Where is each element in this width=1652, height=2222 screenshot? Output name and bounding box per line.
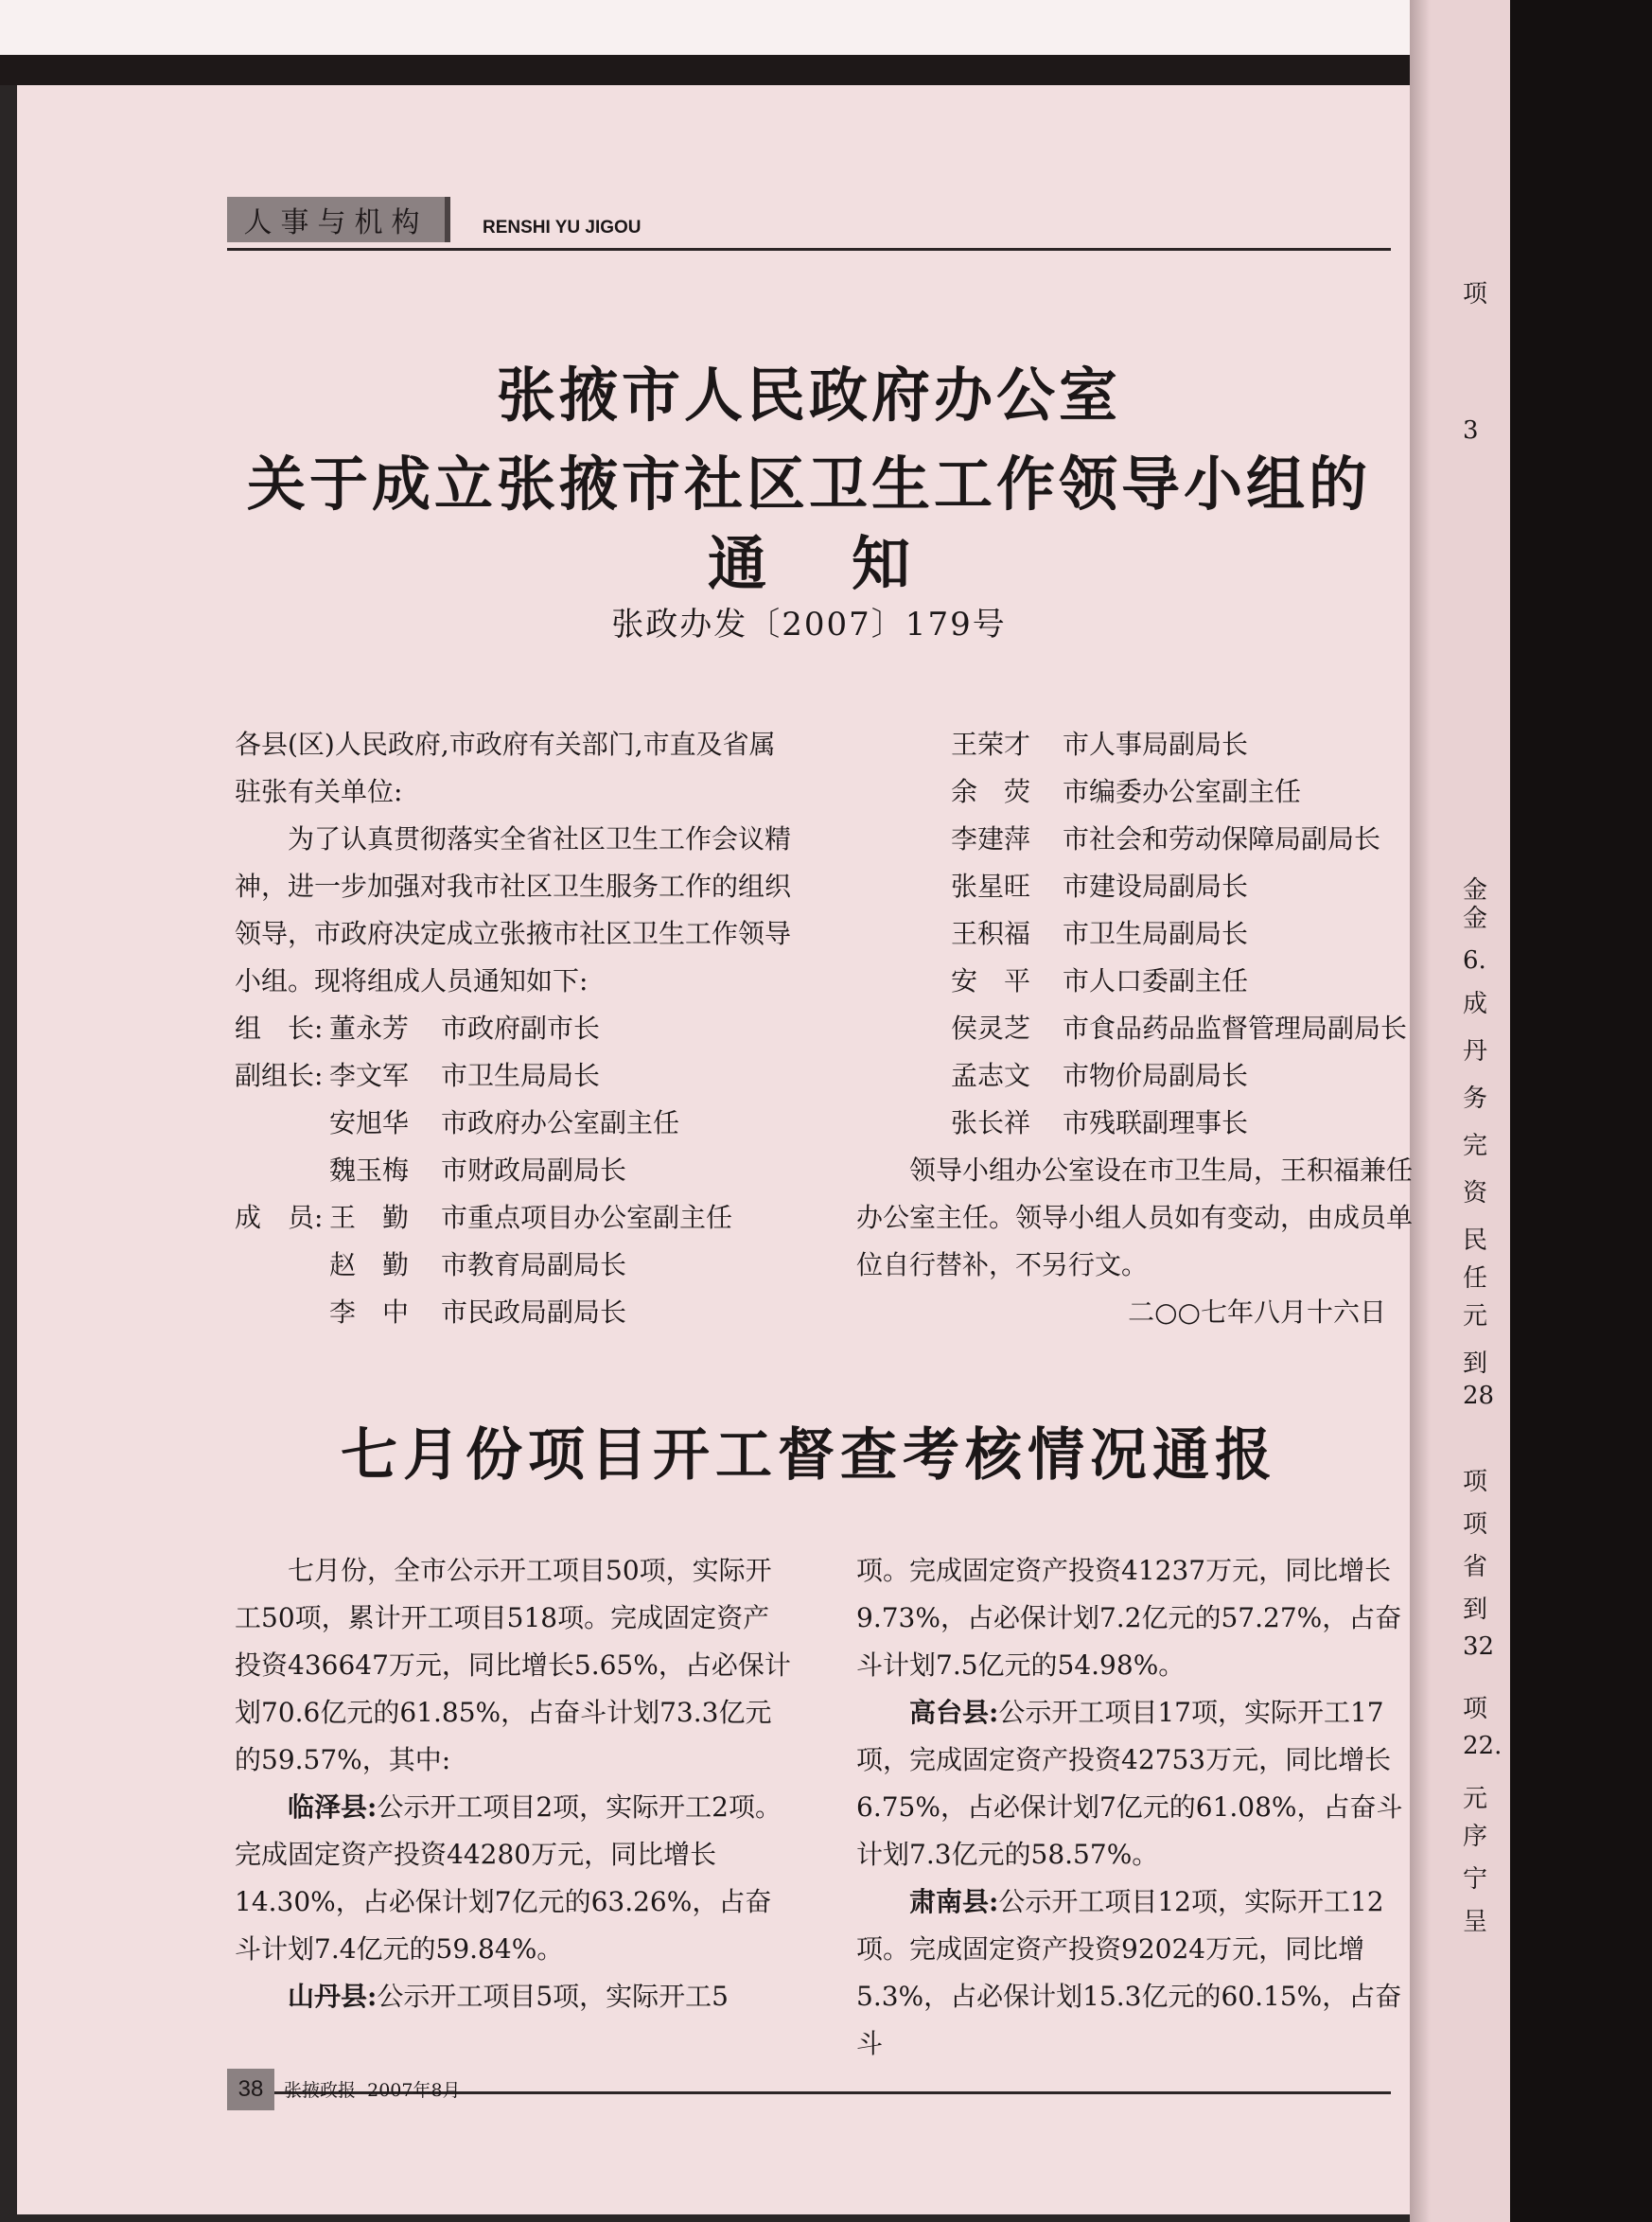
report-shandan-cont: 项。完成固定资产投资41237万元，同比增长9.73%，占必保计划7.2亿元的57.27%，占奋斗计划7.5亿元的54.98%。: [856, 1555, 1402, 1681]
member-position: 市物价局副局长: [1063, 1060, 1249, 1091]
member-name: 王荣才: [951, 729, 1031, 760]
member-row: [235, 1242, 793, 1289]
member-position: 市卫生局副局长: [1063, 918, 1249, 949]
county-label: 肃南县:: [909, 1886, 999, 1917]
margin-char: 完: [1463, 1132, 1488, 1160]
margin-char: 成: [1463, 990, 1488, 1018]
member-row: [856, 1005, 1415, 1052]
report-gaotai: [856, 1689, 1415, 1878]
member-name: 李建萍: [951, 823, 1031, 855]
margin-char: 项: [1463, 1510, 1488, 1539]
margin-char: 项: [1463, 1695, 1488, 1723]
adjacent-page-strip: [1410, 0, 1510, 2222]
margin-char: 宁: [1463, 1865, 1488, 1894]
county-text: 公示开工项目12项，实际开工12项。完成固定资产投资92024万元，同比增5.3%，占必保计划15.3亿元的60.15%，占奋斗: [856, 1886, 1402, 2059]
member-row: [856, 816, 1415, 863]
margin-char: 3: [1463, 416, 1479, 445]
member-position: 市政府办公室副主任: [441, 1107, 680, 1138]
margin-char: 省: [1463, 1553, 1488, 1581]
member-name: 李 中: [329, 1296, 410, 1328]
margin-char: 民: [1463, 1226, 1488, 1255]
margin-char: 金: [1463, 876, 1488, 905]
member-row: [856, 1052, 1415, 1100]
member-position: 市卫生局局长: [441, 1060, 601, 1091]
member-role: 副组长:: [235, 1060, 324, 1091]
member-row: [856, 910, 1415, 958]
header-rule: [227, 248, 1391, 251]
report-intro: 七月份，全市公示开工项目50项，实际开工50项，累计开工项目518项。完成固定资产投资436647万元，同比增长5.65%，占必保计划70.6亿元的61.85%，占奋斗计划73.3亿元的59.57%，其中:: [235, 1555, 791, 1775]
member-row: [235, 1005, 793, 1052]
report-shandan: [235, 1973, 793, 2020]
notice-closing: 领导小组办公室设在市卫生局，王积福兼任办公室主任。领导小组人员如有变动，由成员单位自行替补，不另行文。: [856, 1155, 1414, 1280]
member-name: 魏玉梅: [329, 1155, 410, 1186]
member-name: 张星旺: [951, 871, 1031, 902]
county-text: 公示开工项目5项，实际开工5: [377, 1981, 729, 2012]
margin-char: 28: [1463, 1382, 1495, 1410]
notice-intro: 为了认真贯彻落实全省社区卫生工作会议精神，进一步加强对我市社区卫生服务工作的组织领导，市政府决定成立张掖市社区卫生工作领导小组。现将组成人员通知如下:: [235, 823, 792, 996]
county-text: 公示开工项目2项，实际开工2项。完成固定资产投资44280万元，同比增长14.30%，占必保计划7亿元的63.26%，占奋斗计划7.4亿元的59.84%。: [235, 1791, 782, 1965]
member-row: [856, 958, 1415, 1005]
member-position: 市社会和劳动保障局副局长: [1063, 823, 1381, 855]
member-name: 侯灵芝: [951, 1013, 1031, 1044]
margin-char: 任: [1463, 1264, 1488, 1293]
county-label: 山丹县:: [288, 1981, 378, 2012]
member-row: [856, 721, 1415, 768]
member-role: 成 员:: [235, 1202, 324, 1233]
county-text: 公示开工项目17项，实际开工17项，完成固定资产投资42753万元，同比增长6.75%，占必保计划7亿元的61.08%，占奋斗计划7.3亿元的58.57%。: [856, 1697, 1403, 1870]
margin-char: 项: [1463, 1468, 1488, 1496]
margin-char: 项: [1463, 280, 1488, 309]
margin-char: 资: [1463, 1179, 1488, 1208]
member-position: 市人事局副局长: [1063, 729, 1249, 760]
member-row: [235, 1194, 793, 1242]
margin-char: 32: [1463, 1632, 1495, 1661]
member-position: 市编委办公室副主任: [1063, 776, 1302, 807]
notice-title-line3: 通知: [707, 529, 995, 598]
member-position: 市人口委副主任: [1063, 965, 1249, 996]
member-name: 王积福: [951, 918, 1031, 949]
member-name: 王 勤: [329, 1202, 410, 1233]
member-role: [235, 1289, 329, 1336]
margin-char: 到: [1463, 1596, 1488, 1624]
margin-char: 金: [1463, 905, 1488, 933]
member-name: 安 平: [951, 965, 1031, 996]
margin-char: 6.: [1463, 946, 1486, 975]
section-tab: 人事与机构: [227, 197, 450, 242]
member-position: 市政府副市长: [441, 1013, 601, 1044]
notice-date: 二○○七年八月十六日: [1128, 1296, 1386, 1328]
member-row: [856, 768, 1415, 816]
county-label: 临泽县:: [288, 1791, 378, 1823]
member-name: 余 荧: [951, 776, 1031, 807]
scan-top-border: [0, 0, 1510, 85]
member-name: 董永芳: [329, 1013, 410, 1044]
member-name: 孟志文: [951, 1060, 1031, 1091]
report-right-column: [856, 1547, 1415, 2068]
salutation: 各县(区)人民政府,市政府有关部门,市直及省属驻张有关单位:: [235, 729, 776, 807]
member-position: 市重点项目办公室副主任: [441, 1202, 733, 1233]
section-tab-pinyin: RENSHI YU JIGOU: [483, 218, 641, 238]
member-row: [235, 1100, 793, 1147]
report-title: 七月份项目开工督查考核情况通报: [341, 1422, 1277, 1489]
footer-journal: [284, 2076, 461, 2102]
journal-name: 张掖政报: [284, 2080, 357, 2101]
member-list-right: [856, 721, 1415, 1147]
member-position: 市残联副理事长: [1063, 1107, 1249, 1138]
notice-title-line1: 张掖市人民政府办公室: [496, 361, 1121, 430]
member-row: [856, 863, 1415, 910]
scan-right-border: [1510, 0, 1652, 2222]
member-row: [856, 1100, 1415, 1147]
document-number: 张政办发〔2007〕179号: [611, 606, 1007, 644]
member-name: 李文军: [329, 1060, 410, 1091]
report-linze: [235, 1784, 793, 1973]
margin-char: 务: [1463, 1085, 1488, 1113]
page-number: 38: [227, 2069, 274, 2110]
member-name: 安旭华: [329, 1107, 410, 1138]
member-position: 市民政局副局长: [441, 1296, 627, 1328]
margin-char: 丹: [1463, 1037, 1488, 1066]
member-position: 市建设局副局长: [1063, 871, 1249, 902]
margin-char: 元: [1463, 1785, 1488, 1813]
member-row: [235, 1052, 793, 1100]
member-position: 市财政局副局长: [441, 1155, 627, 1186]
member-role: [235, 1147, 329, 1194]
notice-left-column: [235, 721, 793, 1336]
member-row: [235, 1289, 793, 1336]
notice-title-line2: 关于成立张掖市社区卫生工作领导小组的: [246, 450, 1371, 519]
member-role: [235, 1242, 329, 1289]
margin-char: 序: [1463, 1823, 1488, 1851]
member-position: 市教育局副局长: [441, 1249, 627, 1280]
member-row: [235, 1147, 793, 1194]
member-role: [235, 1100, 329, 1147]
report-sunan: [856, 1878, 1415, 2068]
member-list-left: [235, 1005, 793, 1336]
member-position: 市食品药品监督管理局副局长: [1063, 1013, 1408, 1044]
notice-right-column: [856, 721, 1415, 1336]
member-role: 组 长:: [235, 1013, 324, 1044]
margin-char: 到: [1463, 1349, 1488, 1378]
journal-issue: 2007年8月: [367, 2080, 461, 2101]
county-label: 高台县:: [909, 1697, 999, 1728]
margin-char: 22.: [1463, 1732, 1503, 1760]
margin-char: 元: [1463, 1302, 1488, 1331]
member-name: 张长祥: [951, 1107, 1031, 1138]
margin-char: 呈: [1463, 1908, 1488, 1936]
report-left-column: [235, 1547, 793, 2020]
member-name: 赵 勤: [329, 1249, 410, 1280]
